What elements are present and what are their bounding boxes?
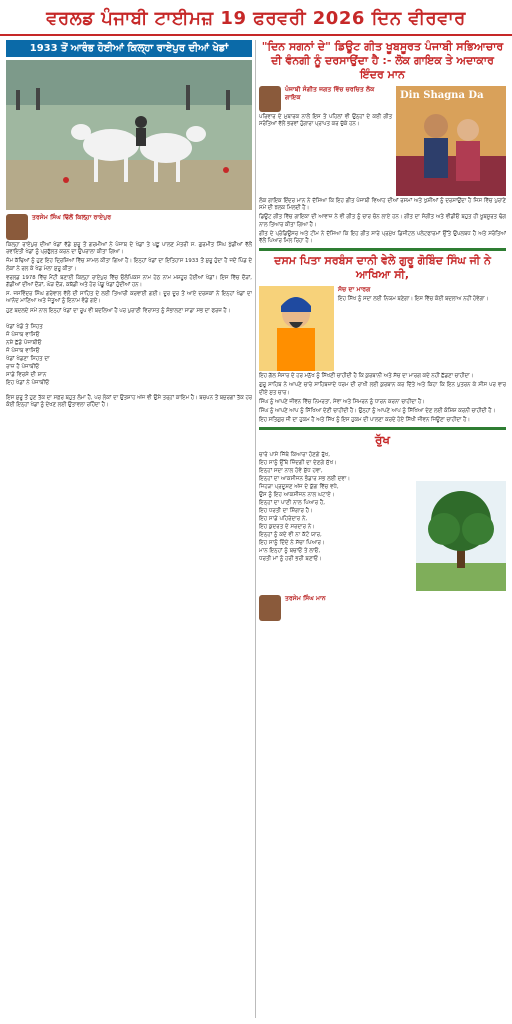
section-divider	[259, 427, 506, 430]
right-column	[259, 40, 506, 1018]
tree-byline-block	[259, 595, 506, 621]
tree-photo	[416, 481, 506, 591]
song-byline-row	[259, 86, 392, 112]
guru-paragraph: ਇਹ ਸਿੱਖ ਨੂੰ ਸਦਾ ਲਈ ਨਿਯਮ ਬਣੇਗਾ। ਇਸ ਵਿੱਚ ਕੋਈ ਬਦਲਾਅ ਨਹੀਂ ਹੋਵੇਗਾ।	[338, 296, 489, 303]
left-paragraph: ਜੰਮ ਕੱਢਿਆਂ ਨੂੰ ਹੁਣ ਇਹ ਦ੍ਰਿਸ਼ਿਆਂ ਵਿੱਚ ਸ਼ਾਮਲ ਕੀਤਾ ਗਿਆ ਹੈ। ਇਨ੍ਹਾਂ ਖੇਡਾਂ ਦਾ ਇਤਿਹਾਸ 1933 ਤੋਂ ਸ਼ੁਰੂ ਹੁੰਦਾ ਹੈ ਜਦੋਂ ਪਿੰਡ ਦੇ ਲੋਕਾਂ ਨੇ ਰਲ ਕੇ ਖੇਡ ਮੇਲਾ ਸ਼ੁਰੂ ਕੀਤਾ।	[6, 258, 252, 272]
poem-line: ਇਹ ਸਾਡੇ ਪਹਿਰੇਦਾਰ ਨੇ,	[259, 516, 308, 523]
poet-avatar	[259, 595, 281, 621]
poem-line: ਸਾਡੇ ਵਿਰਸੇ ਦੀ ਸ਼ਾਨ	[6, 371, 47, 378]
poem-line: ਇਹ ਕੁਦਰਤ ਦੇ ਸਰਦਾਰ ਨੇ।	[259, 524, 315, 531]
poem-line: ਇਨ੍ਹਾਂ ਦਾ ਪਾਣੀ ਨਾਲ ਪਿਆਰ ਹੈ,	[259, 500, 326, 507]
poem-line: ਜੋ ਪੰਜਾਬ ਵਾਸਿਓ	[6, 331, 40, 338]
poem-line: ਰਾਜ਼ ਹੈ ਪੰਜਾਬੀਓ	[6, 363, 40, 370]
guru-headline: ਦਸਮ ਪਿਤਾ ਸਰਬੰਸ ਦਾਨੀ ਵੇਲੇ ਗੁਰੂ ਗੋਬਿੰਦ ਸਿੰਘ ਜੀ ਨੇ ਆਖਿਆ ਸੀ,	[274, 254, 491, 282]
horse-race-photo	[6, 60, 252, 210]
left-closing: ਇਸ ਸ਼ੁਰੂ ਤੋਂ ਹੁਣ ਤੱਕ ਦਾ ਸਫ਼ਰ ਬਹੁਤ ਲੰਮਾ ਹੈ, ਪਰ ਲੋਕਾਂ ਦਾ ਉਤਸ਼ਾਹ ਅੱਜ ਵੀ ਉਸੇ ਤਰ੍ਹਾਂ ਕਾਇਮ ਹੈ। ਬਚਪਨ ਤੋਂ ਬਜ਼ੁਰਗਾਂ ਤੱਕ ਹਰ ਕੋਈ ਇਨ੍ਹਾਂ ਖੇਡਾਂ ਨੂੰ ਦੇਖਣ ਲਈ ਉਤਾਵਲਾ ਰਹਿੰਦਾ ਹੈ।	[6, 394, 252, 409]
singer-avatar	[259, 86, 281, 112]
guru-paragraph: ਇਹ ਗੱਲ ਸੰਸਾਰ ਦੇ ਹਰ ਮਨੁੱਖ ਨੂੰ ਸਿੱਖਣੀ ਚਾਹੀਦੀ ਹੈ ਕਿ ਕੁਰਬਾਨੀ ਅਤੇ ਸੱਚ ਦਾ ਮਾਰਗ ਕਦੇ ਨਹੀਂ ਛੱਡਣਾ ਚਾਹੀਦਾ।	[259, 373, 474, 380]
guru-portrait	[259, 286, 334, 371]
song-poster	[396, 86, 506, 196]
tree-headline: ਰੁੱਖ	[374, 433, 391, 448]
guru-paragraph: ਇਹ ਸਤਿਗੁਰ ਜੀ ਦਾ ਹੁਕਮ ਹੈ ਅਤੇ ਸਿੱਖ ਨੂੰ ਇਸ ਹੁਕਮ ਦੀ ਪਾਲਣਾ ਕਰਦੇ ਹੋਏ ਸਿੱਖੀ ਜੀਵਨ ਜਿਊਣਾ ਚਾਹੀਦਾ ਹੈ।	[259, 417, 470, 424]
poem-line: ਜਿਹੜਾ ਪ੍ਰਦੂਸ਼ਣ ਅੱਜ ਦੇ ਯੁੱਗ ਵਿੱਚ ਵਧੇ,	[259, 484, 339, 491]
poster-title: Din Shagna Da	[400, 90, 484, 101]
left-poem	[6, 323, 252, 387]
tree-byline: ਤਰਸੇਮ ਸਿੰਘ ਮਾਨ	[285, 595, 326, 603]
poem-line: ਇਹ ਖੇਡਾਂ ਨੇ ਪੰਜਾਬੀਓ	[6, 379, 50, 386]
left-paragraph: ਹੁਣ ਬਦਲਦੇ ਸਮੇਂ ਨਾਲ ਇਨ੍ਹਾਂ ਖੇਡਾਂ ਦਾ ਰੂਪ ਵੀ ਬਦਲਿਆ ਹੈ ਪਰ ਪੁਰਾਣੀ ਵਿਰਾਸਤ ਨੂੰ ਸੰਭਾਲਣਾ ਸਾਡਾ ਸਭ ਦਾ ਫਰਜ਼ ਹੈ।	[6, 307, 231, 314]
guru-top-row	[259, 286, 506, 371]
poem-line: ਚਾਰੇ ਪਾਸੇ ਜਿੱਥੇ ਕਿਆਰਾ ਹੋਣਗੇ ਰੁੱਖ,	[259, 452, 330, 459]
poem-line: ਉਸ ਨੂੰ ਇਹ ਆਕਸੀਜਨ ਨਾਲ ਘਟਾਏ।	[259, 492, 335, 499]
poem-line: ਇਨ੍ਹਾਂ ਨੂੰ ਕਦੇ ਵੀ ਨਾ ਕੱਟੋ ਯਾਰ,	[259, 532, 322, 539]
song-paragraph: ਗੀਤ ਦੇ ਪ੍ਰੋਡਿਊਸਰ ਅਤੇ ਟੀਮ ਨੇ ਦੱਸਿਆ ਕਿ ਇਹ ਗੀਤ ਸਾਰੇ ਪ੍ਰਮੁੱਖ ਡਿਜੀਟਲ ਪਲੇਟਫਾਰਮਾਂ ਉੱਤੇ ਉਪਲਬਧ ਹੈ ਅਤੇ ਸਰੋਤਿਆਂ ਵੱਲੋਂ ਪਿਆਰ ਮਿਲ ਰਿਹਾ ਹੈ।	[259, 230, 506, 245]
left-paragraph: ਵਰਲਡ 1978 ਵਿੱਚ ਮੈਂਟੀ ਬਣਾਈ ਕਿਲ੍ਹਾ ਰਾਏਪੁਰ ਵਿੱਚ ਓਲੰਪਿਕਸ ਨਾਮ ਹੇਠ ਨਾਮ ਮਸ਼ਹੂਰ ਹੋਈਆਂ ਖੇਡਾਂ। ਇਸ ਵਿੱਚ ਦੌੜਾਂ, ਗੱਡੀਆਂ ਦੀਆਂ ਦੌੜਾਂ, ਘੋੜ ਦੌੜ, ਕਬੱਡੀ ਅਤੇ ਹੋਰ ਪੇਂਡੂ ਖੇਡਾਂ ਹੁੰਦੀਆਂ ਹਨ।	[6, 274, 252, 289]
guru-paragraph: ਸਿੰਘ ਨੂੰ ਆਪਣੇ ਜੀਵਨ ਵਿੱਚ ਨਿਮਰਤਾ, ਸੇਵਾ ਅਤੇ ਸਿਮਰਨ ਨੂੰ ਧਾਰਨ ਕਰਨਾ ਚਾਹੀਦਾ ਹੈ।	[259, 398, 425, 405]
song-headline: "ਦਿਨ ਸਗਨਾਂ ਦੇ" ਡਿਊਟ ਗੀਤ ਖੂਬਸੂਰਤ ਪੰਜਾਬੀ ਸਭਿਆਚਾਰ ਦੀ ਵੰਨਗੀ ਨੂੰ ਦਰਸਾਉਂਦਾ ਹੈ :- ਲੋਕ ਗਾਇਕ ਤੇ ਅਦਾਕਾਰ ਇੰਦਰ ਮਾਨ	[261, 40, 504, 81]
guru-byline: ਸੱਚ ਦਾ ਮਾਰਗ	[338, 286, 371, 294]
song-paragraph: ਲੋਕ ਗਾਇਕ ਇੰਦਰ ਮਾਨ ਨੇ ਦੱਸਿਆ ਕਿ ਇਹ ਗੀਤ ਪੰਜਾਬੀ ਵਿਆਹ ਦੀਆਂ ਰਸਮਾਂ ਅਤੇ ਖੁਸ਼ੀਆਂ ਨੂੰ ਦਰਸਾਉਂਦਾ ਹੈ ਜਿਸ ਵਿੱਚ ਪੁਰਾਣੇ ਸਮੇਂ ਦੀ ਝਲਕ ਮਿਲਦੀ ਹੈ।	[259, 198, 506, 212]
poem-line: ਨਸ਼ੇ ਛੱਡੋ ਪੰਜਾਬੀਓ	[6, 339, 42, 346]
left-paragraph: ਸ. ਜਸਵਿੰਦਰ ਸਿੰਘ ਗਰੇਵਾਲ ਵੱਲੋਂ ਦੀ ਸਾਹਿਤ ਦੇ ਲਈ ਤਿਆਰੀ ਕਰਵਾਈ ਗਈ। ਦੂਰ ਦੂਰ ਤੋਂ ਆਏ ਦਰਸ਼ਕਾਂ ਨੇ ਇਨ੍ਹਾਂ ਖੇਡਾਂ ਦਾ ਆਨੰਦ ਮਾਣਿਆ ਅਤੇ ਜੇਤੂਆਂ ਨੂੰ ਇਨਾਮ ਵੰਡੇ ਗਏ।	[6, 291, 252, 305]
poem-line: ਖੇਡਾਂ ਖੇਡਣਾ ਸਿਹਤ ਦਾ	[6, 355, 50, 362]
poem-line: ਇਹ ਸਾਨੂੰ ਉੱਥੇ ਜ਼ਿੰਦਗੀ ਦਾ ਦੇਣਗੇ ਸੁੱਖ।	[259, 460, 337, 467]
poem-line: ਇਨ੍ਹਾਂ ਸਦਾ ਨਾਲ ਹੋਵੇ ਸ਼ੁੱਧ ਹਵਾ,	[259, 468, 323, 475]
left-headline: 1933 ਤੋਂ ਆਰੰਭ ਹੋਈਆਂ ਕਿਲ੍ਹਾ ਰਾਏਪੁਰ ਦੀਆਂ ਖੇਡਾਂ	[6, 40, 252, 57]
song-byline: ਪੰਜਾਬੀ ਸੰਗੀਤ ਜਗਤ ਵਿੱਚ ਚਰਚਿਤ ਲੋਕ ਗਾਇਕ	[285, 86, 375, 101]
column-divider	[255, 40, 256, 1018]
song-paragraph: ਡਿਊਟ ਗੀਤ ਵਿੱਚ ਗਾਇਕਾ ਦੀ ਆਵਾਜ਼ ਨੇ ਵੀ ਗੀਤ ਨੂੰ ਚਾਰ ਚੰਨ ਲਾਏ ਹਨ। ਗੀਤ ਦਾ ਸੰਗੀਤ ਅਤੇ ਵੀਡੀਓ ਬਹੁਤ ਹੀ ਖੂਬਸੂਰਤ ਢੰਗ ਨਾਲ ਤਿਆਰ ਕੀਤਾ ਗਿਆ ਹੈ।	[259, 214, 506, 228]
poem-line: ਧਰਤੀ ਮਾਂ ਨੂੰ ਹਰੀ ਭਰੀ ਬਣਾਓ।	[259, 556, 322, 563]
poem-line: ਇਨ੍ਹਾਂ ਦਾ ਆਕਸੀਜਨ ਭੰਡਾਰ ਸਭ ਲਈ ਦਵਾ।	[259, 476, 351, 483]
poem-line: ਖੇਡਾਂ ਖੇਡੋ ਤੇ ਸਿਹਤ	[6, 323, 43, 330]
poem-line: ਇਹ ਸਾਨੂੰ ਦਿੰਦੇ ਨੇ ਸੱਚਾ ਪਿਆਰ।	[259, 540, 325, 547]
song-top-row	[259, 86, 506, 196]
left-paragraph: ਕਿਲ੍ਹਾ ਰਾਏਪੁਰ ਦੀਆਂ ਖੇਡਾਂ ਵੱਡੇ ਸ਼ੁਰੂ ਤੋਂ ਗਰਮੀਆਂ ਨੇ ਪੰਜਾਬ ਦੇ ਖੇਡਾਂ ਤੇ ਪਛੂ ਪਾਲਣ ਮੰਤਰੀ ਸ. ਗੁਰਮੀਤ ਸਿੰਘ ਖੁੱਡੀਆਂ ਵੱਲੋਂ ਰਵਾਇਤੀ ਖੇਡਾਂ ਨੂੰ ਪ੍ਰਫੁੱਲਤ ਕਰਨ ਦਾ ਉਪਰਾਲਾ ਕੀਤਾ ਗਿਆ।	[6, 242, 252, 256]
section-divider	[259, 248, 506, 251]
poem-line: ਮਾਨ ਇਨ੍ਹਾਂ ਨੂੰ ਬਚਾਓ ਤੇ ਲਾਓ,	[259, 548, 321, 555]
masthead	[0, 0, 512, 36]
author-avatar	[6, 214, 28, 240]
poem-line: ਇਹ ਧਰਤੀ ਦਾ ਸ਼ਿੰਗਾਰ ਹੈ।	[259, 508, 313, 515]
guru-paragraph: ਸਿੰਘ ਨੂੰ ਆਪਣੇ ਆਪ ਨੂੰ ਸਿੱਖਿਆ ਦੇਣੀ ਚਾਹੀਦੀ ਹੈ। ਉਨ੍ਹਾਂ ਨੂੰ ਆਪਣੇ ਆਪ ਨੂੰ ਸਿੱਖਿਆ ਦੇਣ ਲਈ ਕੋਸ਼ਿਸ਼ ਕਰਨੀ ਚਾਹੀਦੀ ਹੈ।	[259, 408, 496, 415]
poem-line: ਜੋ ਪੰਜਾਬ ਵਾਸਿਓ	[6, 347, 40, 354]
guru-paragraph: ਗੁਰੂ ਸਾਹਿਬ ਨੇ ਆਪਣੇ ਚਾਰੇ ਸਾਹਿਬਜ਼ਾਦੇ ਧਰਮ ਦੀ ਰਾਖੀ ਲਈ ਕੁਰਬਾਨ ਕਰ ਦਿੱਤੇ ਅਤੇ ਕਿਹਾ ਕਿ ਇਨ ਪੁਤਰਨ ਕੇ ਸੀਸ ਪਰ ਵਾਰ ਦੀਏ ਸੁਤ ਚਾਰ।	[259, 382, 506, 396]
song-byline-block	[259, 86, 392, 196]
left-byline: ਤਰਸੇਮ ਸਿੰਘ ਢਿੱਲੋਂ ਕਿਲ੍ਹਾ ਰਾਏਪੁਰ	[32, 214, 112, 221]
tree-section	[259, 451, 506, 591]
masthead-title: ਵਰਲਡ ਪੰਜਾਬੀ ਟਾਈਮਜ਼ 19 ਫਰਵਰੀ 2026 ਦਿਨ ਵੀਰਵਾਰ	[46, 8, 466, 29]
left-column	[6, 40, 252, 1018]
left-byline-block	[6, 214, 252, 240]
song-paragraph: ਪਰਿਵਾਰ ਦੇ ਮੁਬਾਰਕ ਨਾਲੋਂ ਇਸ ਤੋਂ ਪਹਿਲਾਂ ਵੀ ਉਨ੍ਹਾਂ ਦੇ ਕਈ ਗੀਤ ਸਰੋਤਿਆਂ ਵੱਲੋਂ ਭਰਵਾਂ ਹੁੰਗਾਰਾ ਪ੍ਰਾਪਤ ਕਰ ਚੁੱਕੇ ਹਨ।	[259, 114, 392, 128]
guru-intro	[338, 286, 506, 371]
tree-poem	[259, 451, 412, 591]
